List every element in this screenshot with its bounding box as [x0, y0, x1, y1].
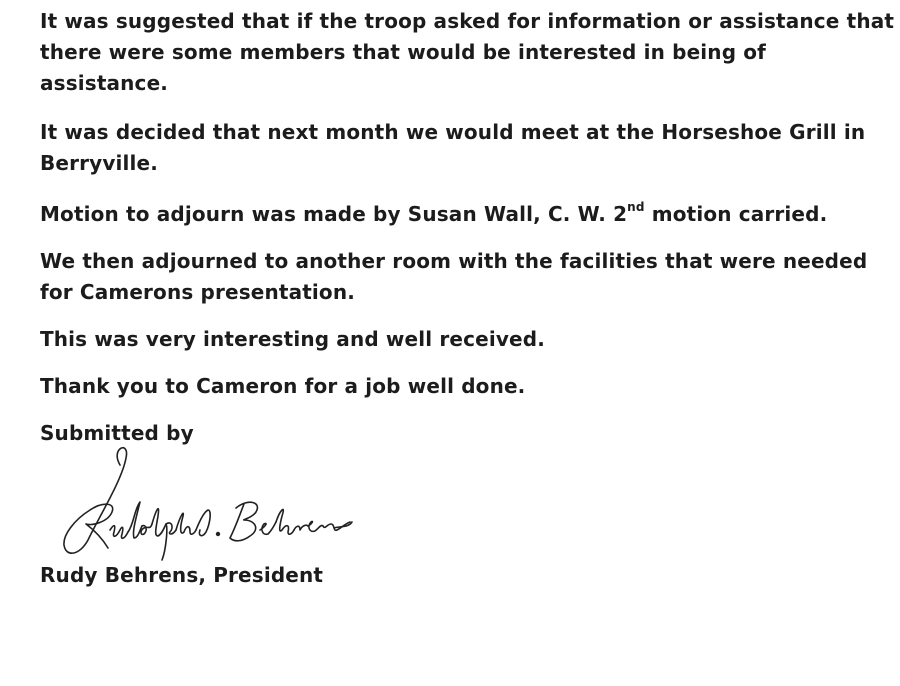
- text-line: Submitted by: [40, 421, 194, 445]
- paragraph-interesting: [40, 324, 545, 355]
- paragraph-troop-assistance: [40, 6, 894, 99]
- text-line: Rudy Behrens, President: [40, 563, 324, 587]
- text-line: Thank you to Cameron for a job well done.: [40, 374, 526, 398]
- paragraph-next-meeting: [40, 117, 865, 179]
- ordinal-superscript: nd: [627, 200, 645, 215]
- paragraph-motion-adjourn: [40, 199, 827, 230]
- motion-text: Motion to adjourn was made by Susan Wall, C. W. 2: [40, 202, 628, 226]
- text-line: This was very interesting and well received.: [40, 327, 545, 351]
- signatory-name-title: [40, 560, 323, 591]
- text-line: assistance.: [40, 71, 169, 95]
- text-line: It was decided that next month we would meet at the Horseshoe Grill in: [40, 120, 866, 144]
- text-line: Berryville.: [40, 151, 158, 175]
- paragraph-adjourned-room: [40, 246, 867, 308]
- text-line: for Camerons presentation.: [40, 280, 355, 304]
- motion-text-end: motion carried.: [644, 202, 828, 226]
- handwritten-signature: [30, 440, 360, 568]
- text-line: We then adjourned to another room with the facilities that were needed: [40, 249, 868, 273]
- text-line: [40, 199, 827, 230]
- text-line: there were some members that would be interested in being of: [40, 40, 767, 64]
- paragraph-thank-you: [40, 371, 525, 402]
- text-line: It was suggested that if the troop asked for information or assistance that: [40, 9, 895, 33]
